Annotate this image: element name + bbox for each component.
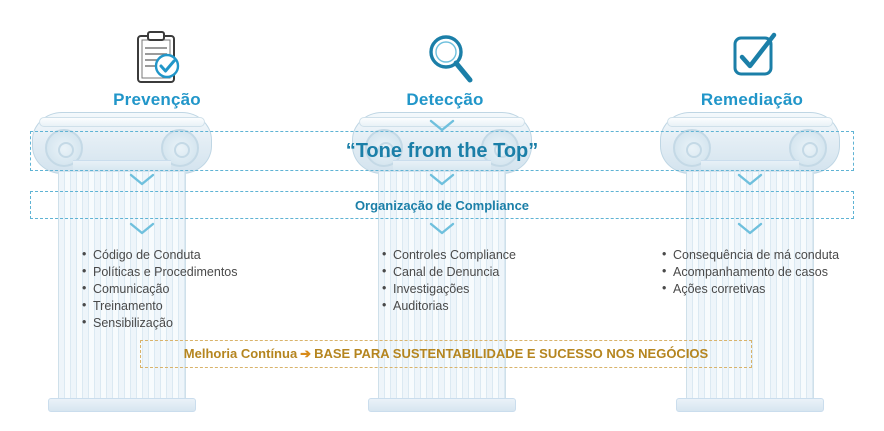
banner-tone-from-the-top [30, 131, 854, 171]
list-item: • Controles Compliance [382, 247, 516, 264]
pillar-title-deteccao: Detecção [406, 90, 484, 109]
list-item: • Investigações [382, 281, 516, 298]
list-item: • Ações corretivas [662, 281, 839, 298]
column-base [676, 398, 824, 412]
magnifier-icon [415, 30, 485, 86]
banner-melhoria-lead: Melhoria Contínua [183, 346, 298, 361]
banner-organizacao-label: Organização de Compliance [354, 197, 530, 213]
column-base [48, 398, 196, 412]
chevron-down-icon [737, 173, 763, 187]
list-item: • Canal de Denuncia [382, 264, 516, 281]
list-item: • Auditorias [382, 298, 516, 315]
checkbox-check-icon [717, 30, 787, 86]
list-item: • Sensibilização [82, 315, 238, 332]
banner-melhoria-continua [140, 340, 752, 368]
pillar-items-prevencao [82, 247, 238, 332]
list-item: • Consequência de má conduta [662, 247, 839, 264]
banner-organizacao-compliance [30, 191, 854, 219]
chevron-down-icon [429, 119, 455, 133]
column-abacus [667, 117, 833, 127]
list-item: • Acompanhamento de casos [662, 264, 839, 281]
list-item: • Treinamento [82, 298, 238, 315]
chevron-down-icon [129, 173, 155, 187]
list-item: • Comunicação [82, 281, 238, 298]
pillar-items-remediacao [662, 247, 839, 298]
banner-tone-label: “Tone from the Top” [345, 139, 539, 162]
list-item: • Políticas e Procedimentos [82, 264, 238, 281]
pillar-items-deteccao [382, 247, 516, 315]
chevron-down-icon [429, 222, 455, 236]
chevron-down-icon [429, 173, 455, 187]
arrow-right-icon: ➔ [300, 346, 312, 361]
pillar-title-prevencao: Prevenção [113, 90, 201, 109]
banner-melhoria-text [184, 346, 708, 362]
banner-melhoria-main: BASE PARA SUSTENTABILIDADE E SUCESSO NOS NEGÓCIOS [314, 346, 709, 361]
pillar-title-remediacao: Remediação [700, 90, 804, 109]
chevron-down-icon [737, 222, 763, 236]
list-item: • Código de Conduta [82, 247, 238, 264]
chevron-down-icon [129, 222, 155, 236]
clipboard-check-icon [122, 30, 192, 86]
column-abacus [39, 117, 205, 127]
column-base [368, 398, 516, 412]
